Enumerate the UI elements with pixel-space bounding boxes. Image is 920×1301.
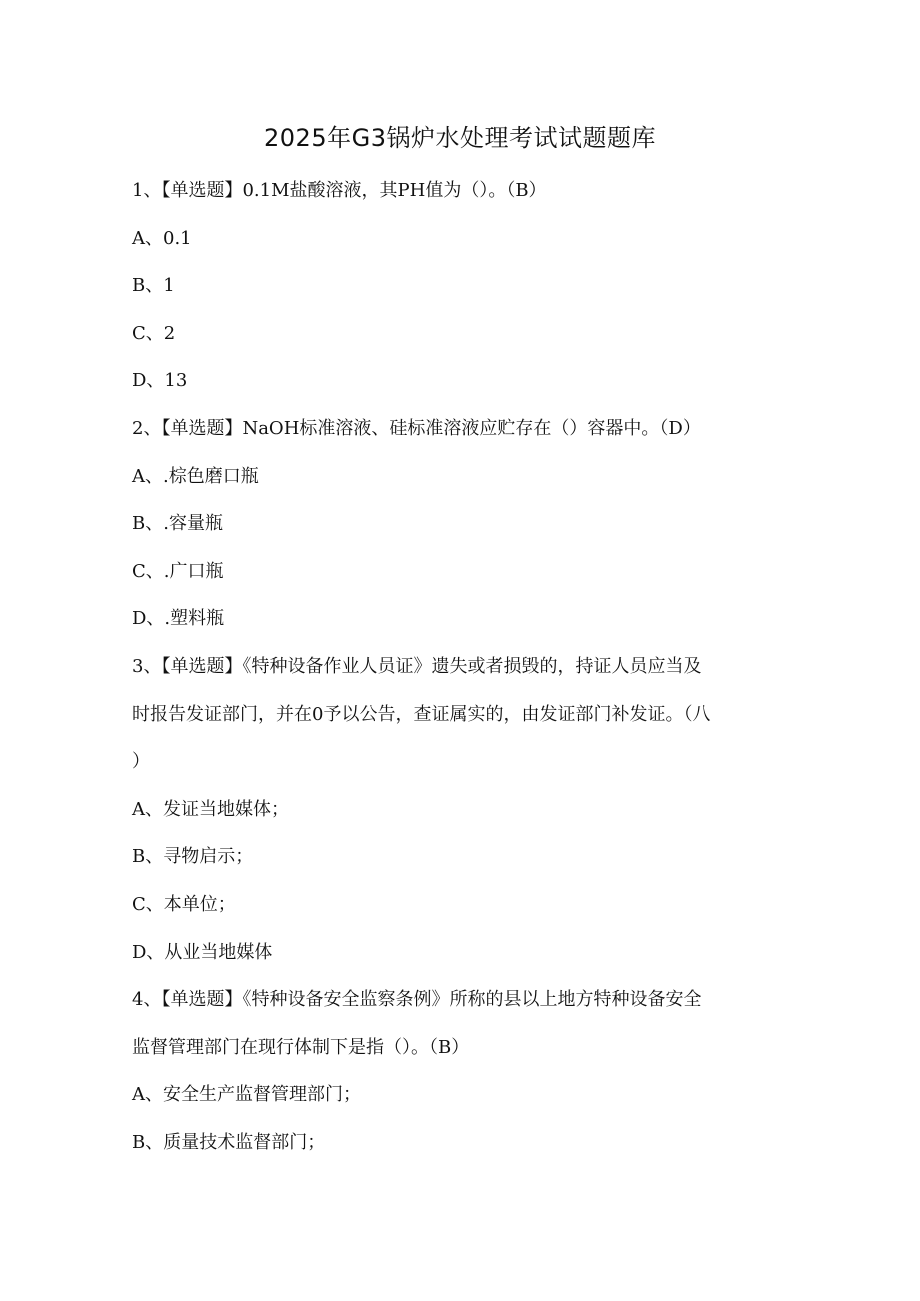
- question-4-stem-line-2: 监督管理部门在现行体制下是指（）。（B）: [132, 1036, 470, 1058]
- question-1-stem: 1、【单选题】0.1M盐酸溶液，其PH值为（）。（B）: [132, 180, 547, 201]
- question-3-option-a: A、发证当地媒体；: [132, 798, 289, 820]
- question-list: [132, 167, 792, 1166]
- question-1-option-a: A、0.1: [132, 227, 192, 249]
- question-1-option-c: C、2: [132, 322, 176, 344]
- question-3-option-c: C、本单位；: [132, 893, 236, 915]
- question-2-option-c: C、.广口瓶: [132, 560, 224, 582]
- question-1-option-b: B、1: [132, 275, 175, 297]
- question-2-stem: 2、【单选题】NaOH标准溶液、硅标准溶液应贮存在（）容器中。（D）: [132, 417, 701, 439]
- question-4-option-a: A、安全生产监督管理部门；: [132, 1084, 361, 1106]
- question-2-option-d: D、.塑料瓶: [132, 608, 225, 630]
- question-2-option-b: B、.容量瓶: [132, 513, 223, 535]
- document-title: 2025年G3锅炉水处理考试试题题库: [264, 124, 656, 152]
- question-2-option-a: A、.棕色磨口瓶: [132, 465, 259, 487]
- question-3-option-d: D、从业当地媒体: [132, 941, 273, 963]
- question-3-stem-line-3: ）: [132, 751, 150, 773]
- question-4-option-b: B、质量技术监督部门；: [132, 1131, 326, 1153]
- question-3-option-b: B、寻物启示；: [132, 846, 254, 868]
- question-4-stem-line-1: 4、【单选题】《特种设备安全监察条例》所称的县以上地方特种设备安全: [132, 989, 702, 1011]
- question-3-stem-line-2: 时报告发证部门，并在0予以公告，查证属实的，由发证部门补发证。（八: [132, 703, 711, 725]
- question-1-option-d: D、13: [132, 370, 188, 392]
- question-3-stem-line-1: 3、【单选题】《特种设备作业人员证》遗失或者损毁的，持证人员应当及: [132, 655, 702, 677]
